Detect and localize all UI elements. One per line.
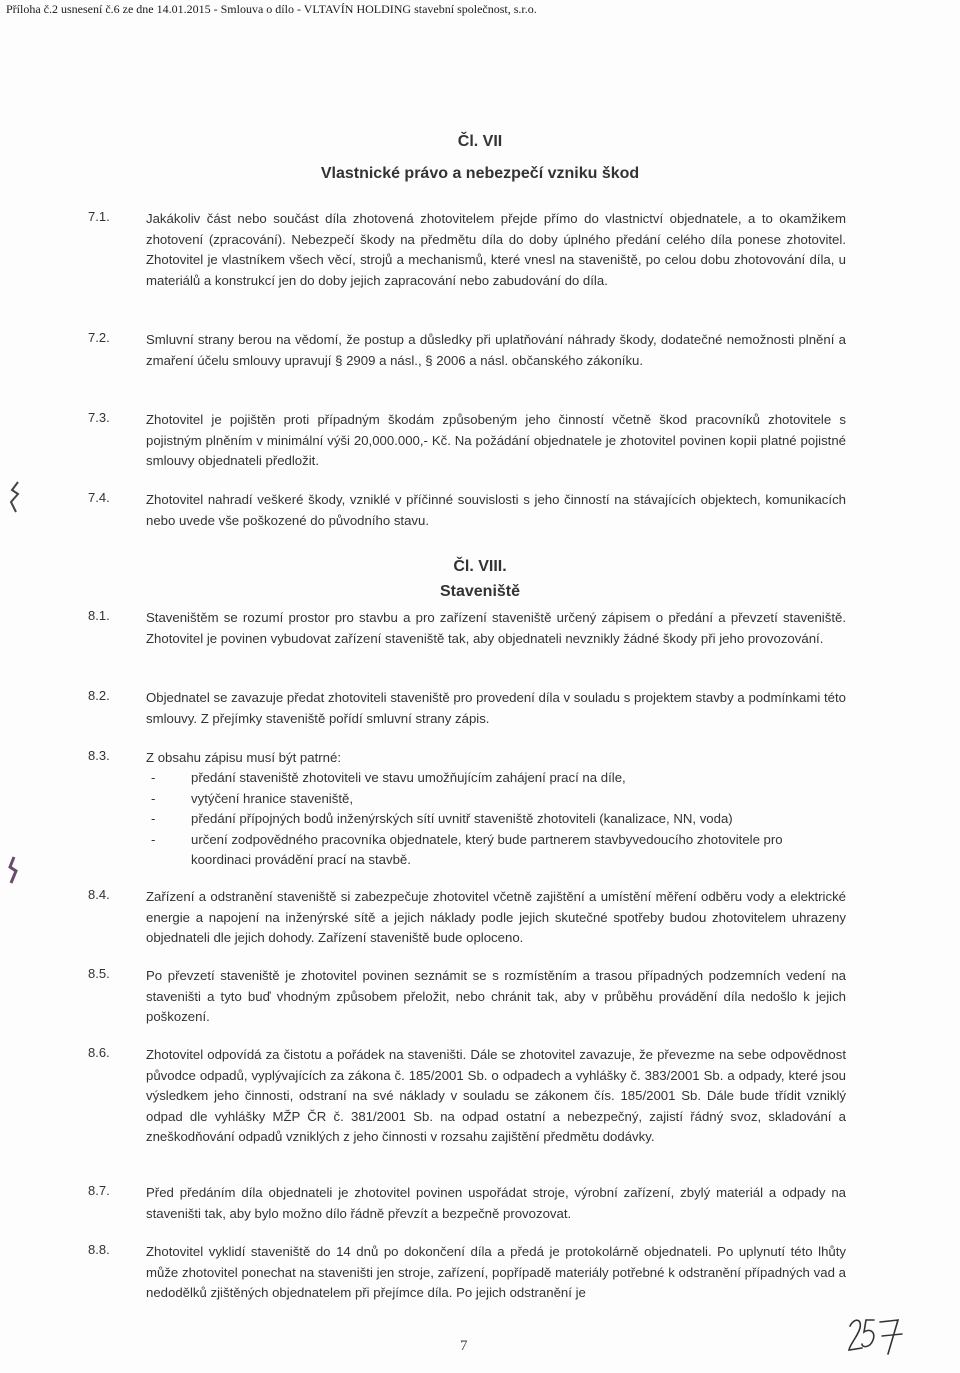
page-header: Příloha č.2 usnesení č.6 ze dne 14.01.2015 - Smlouva o dílo - VLTAVÍN HOLDING stavební společnost, s.r.o. — [6, 2, 537, 16]
clause-number: 8.5. — [88, 966, 110, 981]
scan-mark — [8, 480, 22, 514]
section-7-title: Vlastnické právo a nebezpečí vzniku škod — [320, 165, 640, 182]
list-item: - vytýčení hranice staveniště, — [151, 790, 353, 806]
scan-mark — [6, 855, 20, 887]
clause-text: Zhotovitel nahradí veškeré škody, vzniklé v příčinné souvislosti s jeho činností na stávajících objektech, komunikacích nebo uvede vše poškozené do původního stavu. — [146, 492, 846, 528]
clause-number: 7.1. — [88, 209, 110, 224]
clause-number: 7.2. — [88, 330, 110, 345]
clause-text: Zhotovitel odpovídá za čistotu a pořádek na staveništi. Dále se zhotovitel zavazuje, že převezme na sebe odpovědnost původce odpadů, vyplývajících za zákona č. 185/2001 Sb. o odpadech a vyhlášky č. 383/2001 Sb. a odpady, které jsou výsledkem jeho činnosti, odstraní na své náklady v souladu se zákonem čís. 185/2001 Sb. Dále bude třídit vzniklý odpad dle vyhlášky MŽP ČR č. 381/2001 Sb. na odpad ostatní a nebezpečný, zajistí řádný svoz, skladování a zneškodňování odpadů vzniklých z jeho činnosti v rozsahu zajištění předmětu dodávky. — [146, 1047, 846, 1144]
clause-text: Objednatel se zavazuje předat zhotoviteli staveniště pro provedení díla v souladu s projektem stavby a podmínkami této smlouvy. Z přejímky staveniště pořídí smluvní strany zápis. — [146, 690, 846, 726]
clause-number: 8.6. — [88, 1045, 110, 1060]
clause-text: Staveništěm se rozumí prostor pro stavbu a pro zařízení staveniště určený zápisem o předání a převzetí staveniště. Zhotovitel je povinen vybudovat zařízení staveniště tak, aby objednateli nevznikly žádné škody při jeho provozování. — [146, 610, 846, 646]
clause-number: 7.3. — [88, 410, 110, 425]
section-7-number: Čl. VII — [457, 133, 503, 150]
clause-text: Z obsahu zápisu musí být patrné: — [146, 750, 341, 765]
clause-text: Po převzetí staveniště je zhotovitel povinen seznámit se s rozmístěním a trasou případných podzemních vedení na staveništi a tyto buď vhodným způsobem přeložit, nebo chránit tak, aby v průběhu provádění díla nedošlo k jejich poškození. — [146, 968, 846, 1024]
clause-number: 8.7. — [88, 1183, 110, 1198]
clause-text: Zhotovitel je pojištěn proti případným škodám způsobeným jeho činností včetně škod pracovníků zhotovitele s pojistným plněním v minimální výši 20,000.000,- Kč. Na požádání objednatele je zhotovitel povinen kopii platné pojistné smlouvy objednateli předložit. — [146, 412, 846, 468]
section-8-number: Čl. VIII. — [453, 558, 507, 575]
clause-number: 8.8. — [88, 1242, 110, 1257]
clause-text: Smluvní strany berou na vědomí, že postup a důsledky při uplatňování náhrady škody, dodatečné nemožnosti plnění a zmaření účelu smlouvy upravují § 2909 a násl., § 2006 a násl. občanského zákoníku. — [146, 332, 846, 368]
list-item: - předání přípojných bodů inženýrských sítí uvnitř staveniště zhotoviteli (kanalizace, NN, voda) — [151, 811, 733, 826]
clause-text: Zařízení a odstranění staveniště si zabezpečuje zhotovitel včetně zajištění a umístění měření odběru vody a elektrické energie a napojení na inženýrské sítě a jejich náklady podle jejich skutečné spotřeby budou zhotovitelem uhrazeny objednateli dle jejich dohody. Zařízení staveniště bude oploceno. — [146, 889, 846, 945]
page-number: 7 — [460, 1338, 468, 1354]
clause-text: Zhotovitel vyklidí staveniště do 14 dnů po dokončení díla a předá je protokolárně objednateli. Po uplynutí této lhůty může zhotovitel ponechat na staveništi jen stroje, zařízení, popřípadě materiály potřebné k odstranění případných vad a nedodělků zjištěných objednatelem při přejímce díla. Po jejich odstranění je — [146, 1244, 846, 1300]
clause-number: 8.2. — [88, 688, 110, 703]
clause-number: 8.1. — [88, 608, 110, 623]
clause-number: 7.4. — [88, 490, 110, 505]
list-item: - předání staveniště zhotoviteli ve stavu umožňujícím zahájení prací na díle, — [151, 770, 626, 785]
clause-8-3-list — [146, 768, 846, 871]
clause-number: 8.4. — [88, 887, 110, 902]
handwritten-page-number — [846, 1310, 906, 1358]
clause-text: Před předáním díla objednateli je zhotovitel povinen uspořádat stroje, výrobní zařízení, zbylý materiál a odpady na staveništi tak, aby bylo možno dílo řádně převzít a bezpečně provozovat. — [146, 1185, 846, 1221]
section-8-title: Staveniště — [439, 583, 521, 600]
clause-number: 8.3. — [88, 748, 110, 763]
clause-text: Jakákoliv část nebo součást díla zhotovená zhotovitelem přejde přímo do vlastnictví objednatele, a to okamžikem zhotovení (zpracování). Nebezpečí škody na předmětu díla do doby úplného předání celého díla ponese zhotovitel. Zhotovitel je vlastníkem všech věcí, strojů a mechanismů, které vnesl na staveniště, po celou dobu zhotovování díla, u materiálů a konstrukcí jen do doby jejich zapracování nebo zabudování do díla. — [146, 211, 846, 288]
list-item: - určení zodpovědného pracovníka objednatele, který bude partnerem stavbyvedoucího zhotovitele pro koordinaci provádění prací na stavbě. — [151, 831, 783, 867]
